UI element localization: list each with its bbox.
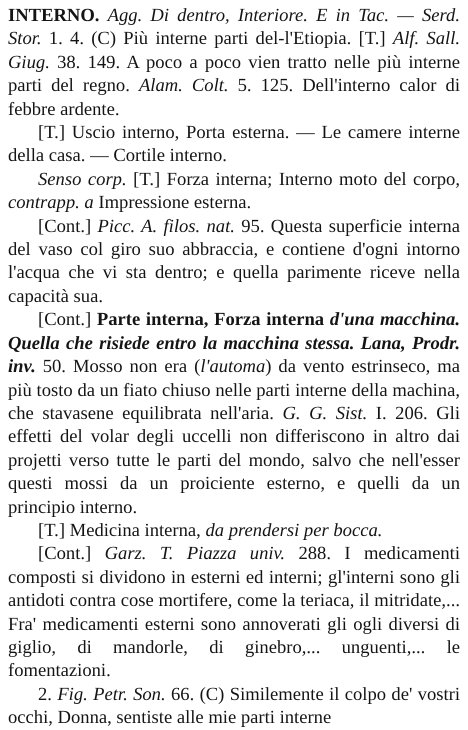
dictionary-entry-interno: [8, 4, 460, 730]
text-segment: 1. 4. (C) Più interne parti del-l'Etiopia. [T.]: [41, 28, 393, 50]
text-segment: 66. (C) Similemente il colpo de' vostri occhi, Donna, sentiste alle mie parti interne: [8, 683, 461, 729]
text-segment: [T.] Medicina interna,: [38, 519, 206, 541]
entry-paragraph: [8, 308, 460, 519]
text-segment: 95. Questa superficie interna del vaso col giro suo abbraccia, e contiene d'ogni intorno l'acqua che vi sta dentro; e quella parimente riceve nella capacità sua.: [8, 215, 460, 307]
citation-or-gloss: da prendersi per bocca.: [205, 519, 383, 541]
text-segment: 50. Mosso non era (: [35, 356, 201, 378]
text-segment: Impressione esterna.: [93, 192, 252, 214]
citation-or-gloss: Agg. Di dentro, Interiore. E in Tac. — Serd. Stor.: [8, 5, 460, 50]
citation-or-gloss: contrapp. a: [8, 192, 94, 214]
citation-or-gloss: l'automa: [200, 356, 266, 378]
citation-or-gloss: Fig. Petr. Son.: [57, 683, 166, 705]
citation-or-gloss: G. G. Sist.: [282, 402, 368, 424]
entry-paragraph: [8, 168, 460, 215]
citation-or-gloss: d'una macchina. Quella che risiede entro la macchina stessa. Lana, Prodr. inv.: [8, 309, 461, 378]
text-segment: 288. I medicamenti composti si dividono in esterni ed interni; gl'interni sono gli antidoti contra cose mortifere, come la teriaca, il mitridate,... Fra' medicamenti esterni sono annoverati gli ogli diversi di giglio, di mandorle, di ginebro,... unguenti,... le fomentazioni.: [8, 543, 460, 682]
text-segment: [Cont.]: [38, 543, 105, 565]
text-segment: 38. 149. A poco a poco vien tratto nelle più interne parti del regno.: [8, 51, 460, 97]
text-segment: ) da vento estrinseco, ma più tosto da un fiato chiuso nelle parti interne della machina, che stavasene equilibrata nell'aria.: [8, 356, 460, 424]
entry-paragraph: [8, 121, 460, 168]
entry-paragraph: [8, 519, 460, 542]
entry-definition: [8, 4, 460, 121]
text-segment: [99, 5, 107, 26]
subentry-term: Parte interna, Forza interna: [96, 309, 325, 331]
citation-or-gloss: Garz. T. Piazza univ.: [104, 543, 286, 565]
entry-paragraph: [8, 542, 460, 682]
citation-or-gloss: Picc. A. filos. nat.: [97, 215, 235, 237]
text-segment: [Cont.]: [38, 215, 98, 237]
text-segment: 2.: [38, 683, 58, 705]
text-segment: 5. 125. Dell'interno calor di febbre ardente.: [8, 75, 460, 120]
text-segment: [T.] Forza interna; Interno moto del corpo,: [126, 168, 460, 190]
entry-paragraph: [8, 215, 460, 309]
entry-paragraph: [8, 683, 460, 730]
text-segment: [T.] Uscio interno, Porta esterna. — Le camere interne della casa. — Cortile interno.: [8, 122, 460, 167]
citation-or-gloss: Alam. Colt.: [138, 75, 229, 97]
text-segment: [Cont.]: [38, 309, 97, 331]
headword: INTERNO.: [8, 5, 100, 26]
citation-or-gloss: Senso corp.: [38, 168, 127, 190]
citation-or-gloss: Alf. Sall. Giug.: [8, 28, 461, 73]
text-segment: I. 206. Gli effetti del volar degli uccelli non differiscono in altro dai projetti verso tutte le parti del mondo, salvo che nell'esser questi mossi da un proiciente esterno, e quelli da un principio interno.: [8, 402, 461, 518]
